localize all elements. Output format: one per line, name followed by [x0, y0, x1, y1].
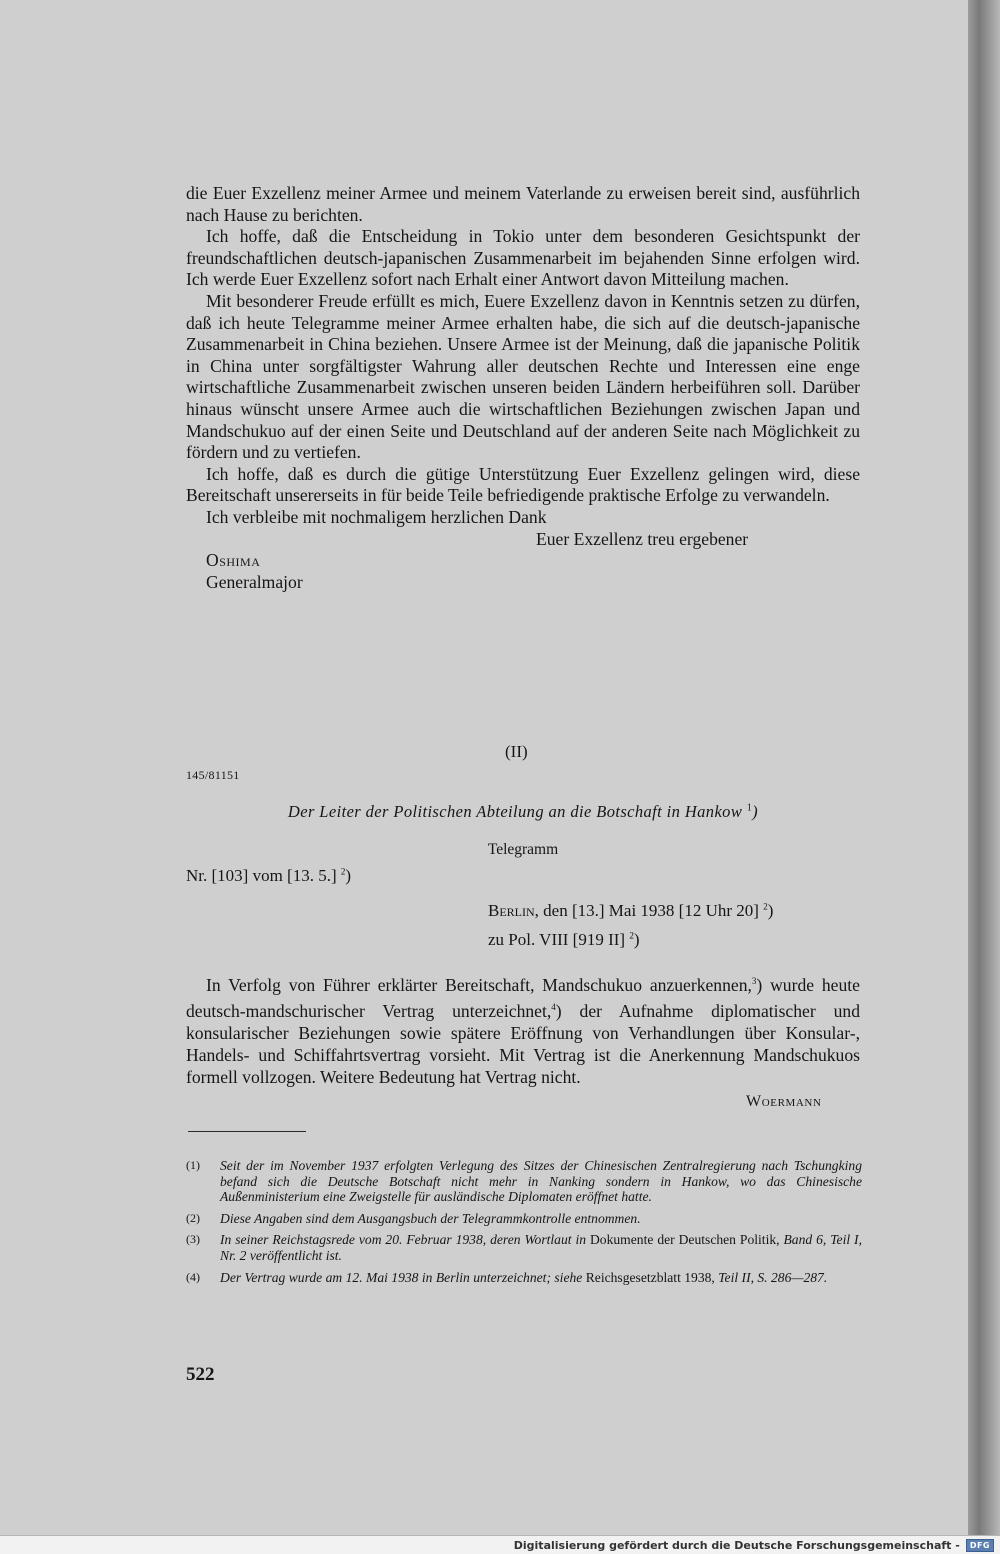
heading-text: Der Leiter der Politischen Abteilung an die Botschaft in Hankow: [287, 802, 743, 821]
closing-phrase: Ich verbleibe mit nochmaligem herzlichen Dank: [206, 506, 547, 527]
footnote-ref: 2: [763, 901, 768, 912]
footnote: [186, 1270, 862, 1286]
place-date-line: Berlin, den [13.] Mai 1938 [12 Uhr 20] $^2$): [488, 901, 774, 920]
heading-footnote-ref: 1: [746, 802, 753, 814]
page-number: 522: [186, 1364, 215, 1385]
letter-paragraph: Mit besonderer Freude erfüllt es mich, Euere Exzellenz davon in Kenntnis setzen zu dürfen, daß ich heute Telegramme meiner Armee erhalten habe, die sich auf die deutsch-japanische Zusammenarbeit in China beziehen. Unsere Armee ist der Meinung, daß die japanische Politik in China unter sorgfältigster Wahrung aller deutschen Rechte und Interessen eine enge wirtschaftliche Zusammenarbeit zwischen unseren beiden Ländern herbeiführen soll. Darüber hinaus wünscht unsere Armee auch die wirtschaftlichen Beziehungen zwischen Japan und Mandschukuo auf der einen Seite und Deutschland auf der anderen Seite nach Möglichkeit zu fördern und zu vertiefen.: [186, 290, 860, 463]
footnote-mark: (1): [186, 1158, 200, 1172]
footnote-italic: Teil II, S. 286—287.: [714, 1269, 828, 1285]
footnote-italic: Band 6, Teil I, Nr. 2 veröffentlicht ist.: [220, 1232, 862, 1263]
page-edge-shadow: [968, 0, 1000, 1535]
telegram-number-line: Nr. [103] vom [13. 5.] $^2$): [186, 866, 352, 885]
telegram-signature: Woermann: [746, 1093, 822, 1110]
letter-paragraph: die Euer Exzellenz meiner Armee und meinem Vaterlande zu erweisen bereit sind, ausführlich nach Hause zu berichten.: [186, 183, 860, 225]
signature-rank: Generalmajor: [206, 571, 303, 592]
footnote-text: [220, 1232, 862, 1263]
letter-paragraph: Ich hoffe, daß es durch die gütige Unterstützung Euer Exzellenz gelingen wird, diese Bereitschaft unsererseits in für beide Teile befriedigende praktische Erfolge zu verwandeln.: [186, 463, 860, 506]
footnote-ref: 2: [340, 866, 346, 877]
telegram-paragraph: [186, 970, 860, 1088]
date-time: , den [13.] Mai 1938 [12 Uhr 20]: [534, 901, 759, 920]
footnote-italic: Diese Angaben sind dem Ausgangsbuch der Telegrammkontrolle entnommen.: [220, 1210, 641, 1226]
footnote-roman: Reichsgesetzblatt 1938,: [582, 1269, 715, 1285]
footnote: [186, 1158, 862, 1205]
reference-line: zu Pol. VIII [919 II] $^2$): [488, 930, 640, 949]
reference: zu Pol. VIII [919 II]: [488, 930, 626, 949]
document-number: (II): [505, 742, 528, 761]
document-heading: Der Leiter der Politischen Abteilung an die Botschaft in Hankow $^1$): [287, 802, 759, 821]
footnote-divider: [188, 1131, 306, 1132]
film-number: 145/81151: [186, 768, 240, 782]
valediction: Euer Exzellenz treu ergebener: [536, 528, 749, 549]
footnote-mark: (2): [186, 1210, 200, 1225]
footnote-text: [220, 1270, 862, 1286]
dfg-footer-bar: [0, 1535, 1000, 1554]
footnote-text: [220, 1158, 862, 1205]
footnote-italic: In seiner Reichstagsrede vom 20. Februar 1938, deren Wortlaut in: [220, 1232, 587, 1248]
footnotes: [186, 1158, 862, 1291]
footnote-mark: (3): [186, 1232, 200, 1247]
footnote-ref: 3: [751, 976, 757, 986]
dfg-logo-icon[interactable]: DFG: [966, 1539, 994, 1552]
footnote-ref: 4: [551, 1001, 556, 1012]
footnote-italic: Der Vertrag wurde am 12. Mai 1938 in Berlin unterzeichnet; siehe: [220, 1269, 583, 1285]
telegram-text: ) der Aufnahme diplomatischer und konsularischer Beziehungen sowie spätere Eröffnung von Verhandlungen über Konsular-, Handels- und Schiffahrtsvertrag vorsieht. Mit Vertrag ist die Anerkennung Mandschukuos formell vollzogen. Weitere Bedeutung hat Vertrag nicht.: [186, 1000, 861, 1087]
signature-name: Oshima: [206, 550, 261, 571]
footnote-italic: Seit der im November 1937 erfolgten Verlegung des Sitzes der Chinesischen Zentralregierung nach Tschungking befand sich die Deutsche Botschaft nicht mehr in Nanking sondern in Hankow, wo das Chinesische Außenministerium eine Zweigstelle für ausländische Diplomaten eröffnet hatte.: [220, 1158, 862, 1205]
footnote: [186, 1232, 862, 1263]
dfg-footer-text[interactable]: Digitalisierung gefördert durch die Deutsche Forschungsgemeinschaft -: [513, 1538, 960, 1552]
footnote-roman: Dokumente der Deutschen Politik,: [586, 1232, 780, 1248]
telegram-text: ) wurde heute deutsch-mandschurischer Vertrag unterzeichnet,: [186, 974, 860, 1021]
telegram-number: Nr. [103] vom [13. 5.]: [186, 866, 337, 885]
footnote-mark: (4): [186, 1269, 200, 1284]
telegram-body: [186, 970, 860, 1088]
letter-paragraph: Ich hoffe, daß die Entscheidung in Tokio unter dem besonderen Gesichtspunkt der freundschaftlichen deutsch-japanischen Zusammenarbeit im bejahenden Sinne erfolgen wird. Ich werde Euer Exzellenz sofort nach Erhalt einer Antwort davon Mitteilung machen.: [186, 226, 860, 290]
place: Berlin: [488, 901, 535, 920]
footnote-ref: 2: [629, 930, 634, 941]
footnote-text: [220, 1211, 862, 1227]
footnote: [186, 1211, 862, 1227]
document-type: Telegramm: [487, 841, 559, 858]
telegram-text: In Verfolg von Führer erklärter Bereitschaft, Mandschukuo anzuerkennen,: [206, 974, 752, 995]
letter-body: [186, 183, 860, 593]
